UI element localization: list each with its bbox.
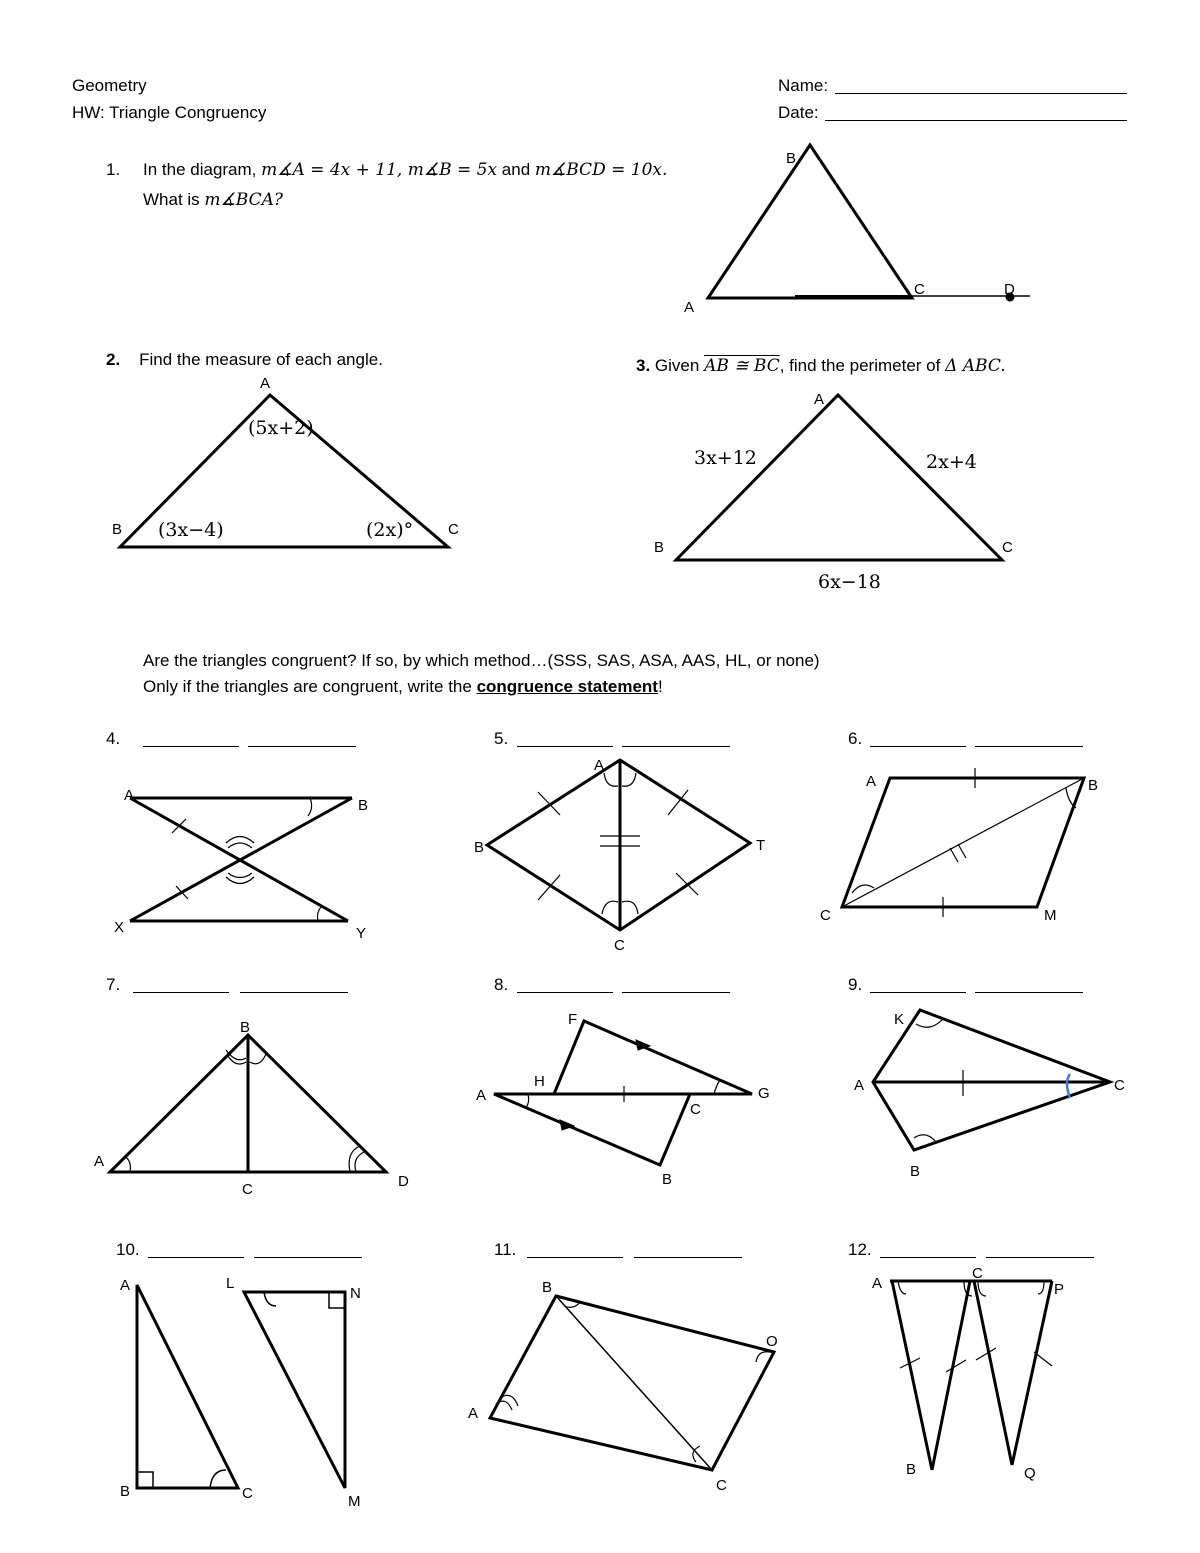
p7-label-d: D bbox=[398, 1173, 409, 1190]
q2-angle-c: (2x)° bbox=[366, 519, 414, 541]
p8-label-c: C bbox=[690, 1101, 701, 1118]
p11-label-b: B bbox=[542, 1279, 553, 1296]
q1-diagram bbox=[708, 145, 1030, 301]
p11-label-c: C bbox=[716, 1477, 727, 1494]
assignment-title: HW: Triangle Congruency bbox=[72, 103, 267, 122]
p12-label-q: Q bbox=[1024, 1465, 1036, 1482]
q2-angle-a: (5x+2) bbox=[248, 417, 314, 439]
p12-label-p: P bbox=[1054, 1281, 1065, 1298]
p12-label-a: A bbox=[872, 1275, 883, 1292]
q3-label-b: B bbox=[654, 539, 665, 556]
p8-label-h: H bbox=[534, 1073, 545, 1090]
p8-label-f: F bbox=[568, 1011, 578, 1028]
p9-diagram bbox=[873, 1010, 1110, 1150]
p12-label-b: B bbox=[906, 1461, 917, 1478]
p5-label-a: A bbox=[594, 757, 605, 774]
p7-diagram bbox=[110, 1035, 386, 1172]
q2-angle-b: (3x−4) bbox=[158, 519, 224, 541]
p6-label-c: C bbox=[820, 907, 831, 924]
p6-label-a: A bbox=[866, 773, 877, 790]
p12-label-c: C bbox=[972, 1265, 983, 1282]
q3-label-c: C bbox=[1002, 539, 1013, 556]
instructions-line1: Are the triangles congruent? If so, by which method…(SSS, SAS, ASA, AAS, HL, or none) bbox=[143, 651, 820, 670]
q1-number: 1. bbox=[106, 160, 121, 179]
p10-label-c: C bbox=[242, 1485, 253, 1502]
instructions-line2: Only if the triangles are congruent, write the congruence statement! bbox=[143, 677, 663, 696]
p5-number: 5. bbox=[494, 729, 509, 748]
p8-diagram bbox=[494, 1021, 752, 1165]
q3-side-ab: 3x+12 bbox=[694, 447, 757, 469]
p5-label-t: T bbox=[756, 837, 766, 854]
p10-label-n: N bbox=[350, 1285, 361, 1302]
p10-label-l: L bbox=[226, 1275, 235, 1292]
p11-label-a: A bbox=[468, 1405, 479, 1422]
p5-diagram bbox=[487, 760, 750, 930]
p7-number: 7. bbox=[106, 975, 121, 994]
course-title: Geometry bbox=[72, 76, 147, 95]
p7-label-c: C bbox=[242, 1181, 253, 1198]
p6-label-b: B bbox=[1088, 777, 1099, 794]
p10-label-b: B bbox=[120, 1483, 131, 1500]
date-label: Date: bbox=[778, 103, 819, 122]
p11-diagram bbox=[490, 1296, 774, 1470]
p12-number: 12. bbox=[848, 1240, 872, 1259]
p6-diagram bbox=[842, 768, 1084, 917]
p11-label-o: O bbox=[766, 1333, 778, 1350]
q2-label-c: C bbox=[448, 521, 459, 538]
p7-label-a: A bbox=[94, 1153, 105, 1170]
q1-label-c: C bbox=[914, 281, 925, 298]
p7-label-b: B bbox=[240, 1019, 251, 1036]
q1-label-a: A bbox=[684, 299, 695, 316]
q1-line2: What is m∡BCA? bbox=[143, 190, 283, 210]
p8-label-g: G bbox=[758, 1085, 770, 1102]
q1-label-b: B bbox=[786, 150, 797, 167]
p5-label-b: B bbox=[474, 839, 485, 856]
name-label: Name: bbox=[778, 76, 829, 95]
p4-diagram bbox=[130, 798, 352, 921]
p6-number: 6. bbox=[848, 729, 863, 748]
q3-question: 3. Given AB ≅ BC, find the perimeter of Δ ABC. bbox=[636, 356, 1006, 376]
p10-diagram bbox=[137, 1285, 345, 1488]
q3-side-bc: 6x−18 bbox=[818, 571, 881, 593]
p4-label-b: B bbox=[358, 797, 369, 814]
p8-label-b: B bbox=[662, 1171, 673, 1188]
q3-label-a: A bbox=[814, 391, 825, 408]
q2-question: 2. Find the measure of each angle. bbox=[106, 350, 383, 369]
q3-diagram bbox=[676, 395, 1002, 560]
p9-label-a: A bbox=[854, 1077, 865, 1094]
p4-label-a: A bbox=[124, 787, 135, 804]
p4-label-y: Y bbox=[356, 925, 367, 942]
p10-label-m: M bbox=[348, 1493, 361, 1510]
p8-label-a: A bbox=[476, 1087, 487, 1104]
p9-label-c: C bbox=[1114, 1077, 1125, 1094]
p10-number: 10. bbox=[116, 1240, 140, 1259]
q1-label-d: D bbox=[1004, 281, 1015, 298]
p9-label-k: K bbox=[894, 1011, 905, 1028]
p4-label-x: X bbox=[114, 919, 125, 936]
p4-number: 4. bbox=[106, 729, 121, 748]
p6-label-m: M bbox=[1044, 907, 1057, 924]
p9-number: 9. bbox=[848, 975, 863, 994]
p12-diagram bbox=[890, 1281, 1052, 1470]
q2-label-b: B bbox=[112, 521, 123, 538]
q2-label-a: A bbox=[260, 375, 271, 392]
q3-side-ac: 2x+4 bbox=[926, 451, 977, 473]
p8-number: 8. bbox=[494, 975, 509, 994]
p5-label-c: C bbox=[614, 937, 625, 954]
p10-label-a: A bbox=[120, 1277, 131, 1294]
p11-number: 11. bbox=[494, 1240, 517, 1259]
p9-label-b: B bbox=[910, 1163, 921, 1180]
q1-line1: In the diagram, m∡A = 4x + 11, m∡B = 5x and m∡BCD = 10x. bbox=[143, 160, 668, 180]
